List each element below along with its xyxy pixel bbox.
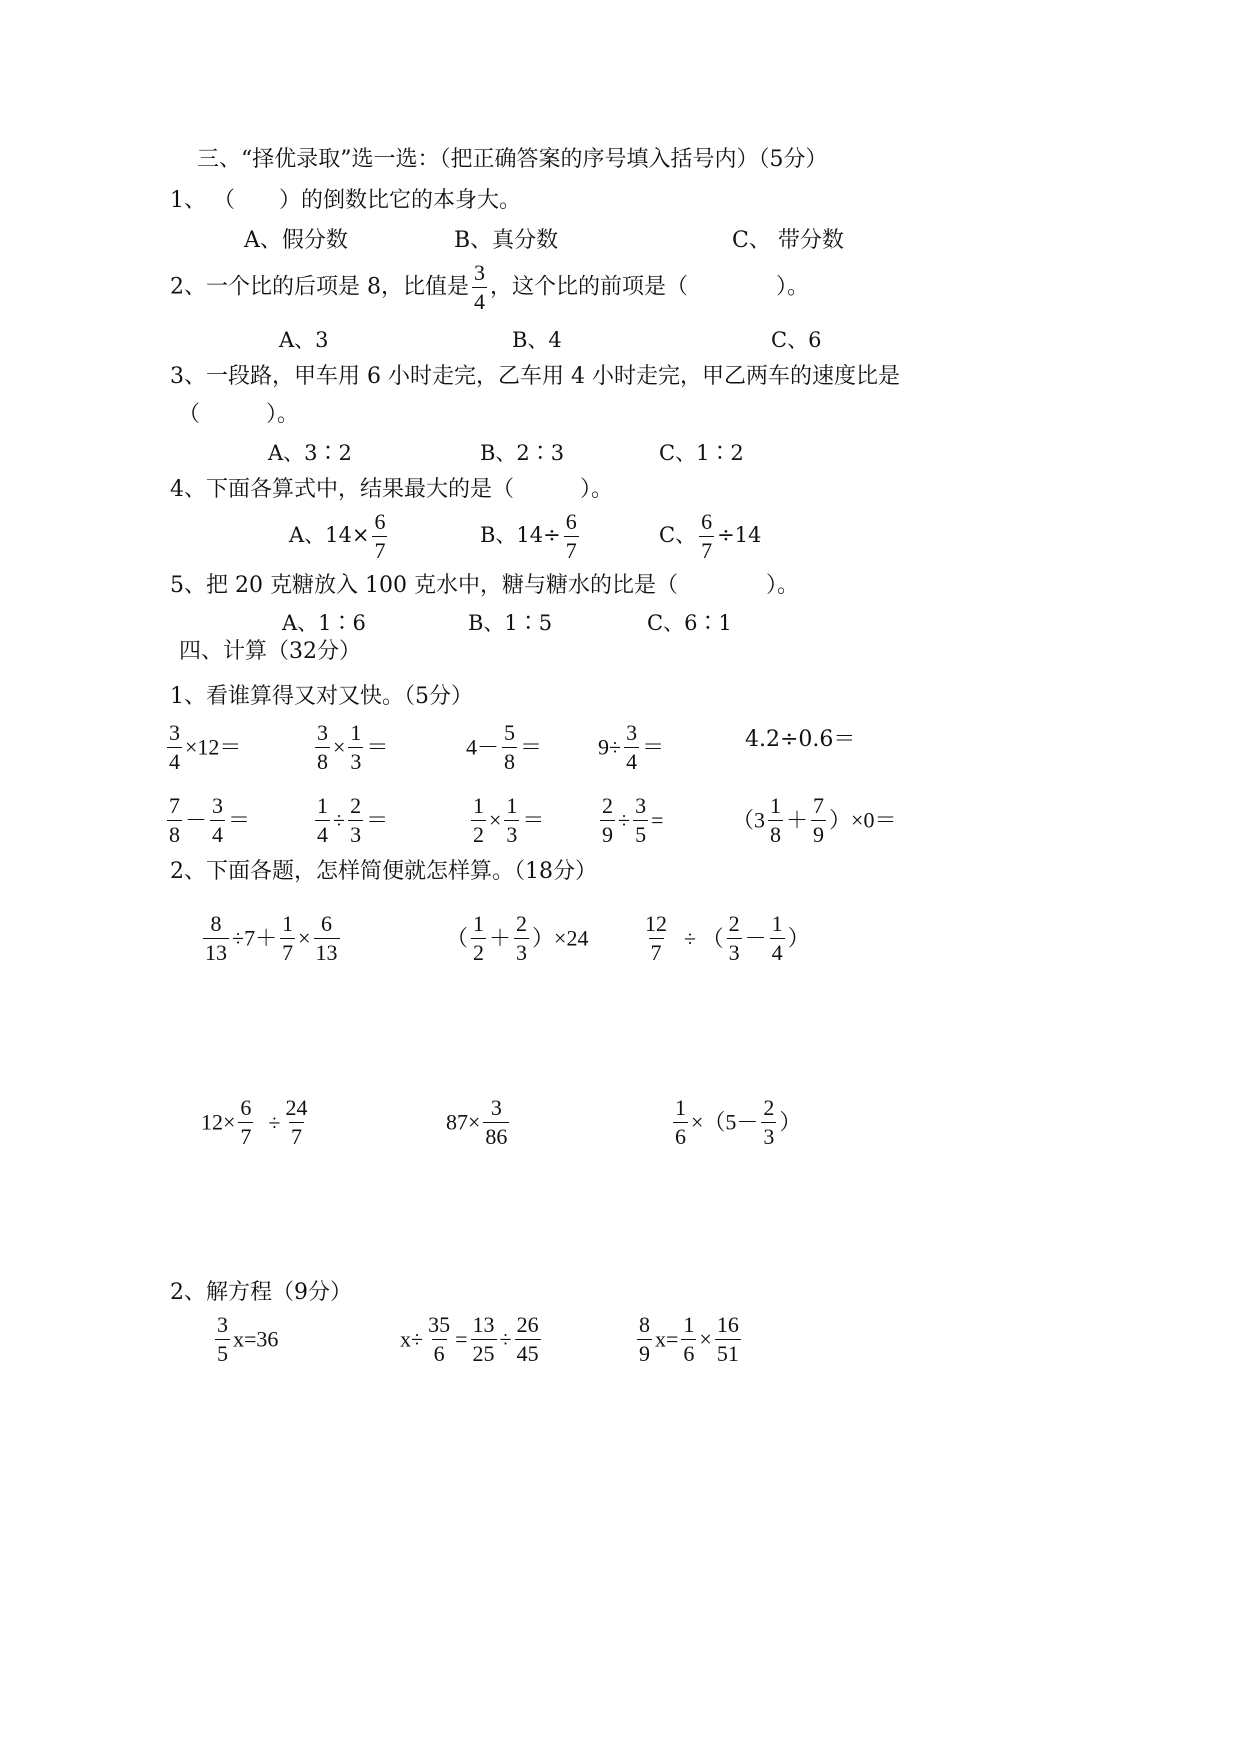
expr-tail: = xyxy=(651,807,664,833)
fraction xyxy=(315,722,330,773)
denominator: 25 xyxy=(472,1341,495,1366)
calc-r2-e1 xyxy=(164,795,250,846)
denominator: 4 xyxy=(474,289,485,314)
fraction xyxy=(768,795,783,846)
fraction xyxy=(504,795,519,846)
numerator: 12 xyxy=(645,911,667,936)
fraction xyxy=(280,913,295,964)
denominator: 5 xyxy=(635,822,647,847)
fraction xyxy=(314,913,340,964)
fraction xyxy=(770,913,785,964)
numerator: 2 xyxy=(350,793,362,818)
q1-option-c: C、 带分数 xyxy=(732,228,844,253)
q4-option-c xyxy=(659,511,761,562)
q4-a-fraction xyxy=(372,511,387,562)
calc-r2-e3 xyxy=(468,795,544,846)
numerator: 6 xyxy=(701,509,713,534)
expr-tail: ＝ xyxy=(642,734,665,760)
numerator: 3 xyxy=(635,793,647,818)
expr-head: 87× xyxy=(446,1109,481,1135)
denominator: 8 xyxy=(317,749,328,774)
denominator: 3 xyxy=(350,822,362,847)
expr-tail: ） xyxy=(779,1109,802,1135)
denominator: 7 xyxy=(291,1124,302,1149)
expr-tail: ）×24 xyxy=(532,925,589,951)
part2-title: 2、下面各题，怎样简便就怎样算。（18分） xyxy=(170,859,597,884)
denominator: 13 xyxy=(315,940,338,965)
denominator: 4 xyxy=(169,749,180,774)
numerator: 6 xyxy=(374,509,386,534)
denominator: 4 xyxy=(212,822,224,847)
denominator: 7 xyxy=(374,538,386,563)
q4-c-fraction xyxy=(699,511,714,562)
fraction xyxy=(471,913,486,964)
calc-r1-e4 xyxy=(598,722,664,773)
denominator: 7 xyxy=(701,538,713,563)
fraction xyxy=(633,795,648,846)
q3-option-b: B、2∶3 xyxy=(480,441,565,465)
fraction xyxy=(514,913,529,964)
denominator: 4 xyxy=(771,940,783,965)
calc-r1-e1 xyxy=(164,722,241,773)
fraction xyxy=(167,795,182,846)
simplify-e3 xyxy=(640,913,810,964)
calc-r1-e3 xyxy=(466,722,542,773)
denominator: 9 xyxy=(639,1341,650,1366)
q2-line xyxy=(170,262,809,313)
fraction xyxy=(681,1314,696,1365)
equation-1 xyxy=(212,1314,278,1365)
expr-tail: ＝ xyxy=(366,807,389,833)
operator: × xyxy=(699,1326,712,1352)
q2-option-b: B、4 xyxy=(512,328,562,352)
numerator: 1 xyxy=(675,1095,686,1120)
numerator: 26 xyxy=(516,1312,539,1337)
expr-head: 4－ xyxy=(466,734,500,760)
denominator: 3 xyxy=(728,940,740,965)
operator: = xyxy=(455,1326,468,1352)
numerator: 3 xyxy=(626,720,638,745)
calc-r2-e2 xyxy=(312,795,388,846)
operator: ＋ xyxy=(786,807,809,833)
expr-head: 12× xyxy=(201,1109,236,1135)
q4-a-pre: A、14× xyxy=(289,523,370,547)
fraction xyxy=(483,1097,509,1148)
numerator: 1 xyxy=(473,911,485,936)
q3-line2: （ ）。 xyxy=(178,402,300,427)
fraction xyxy=(348,722,363,773)
q3-option-c: C、1∶2 xyxy=(659,441,744,465)
calc-r2-e5 xyxy=(732,795,896,846)
section4-title: 四、计算（32分） xyxy=(179,639,361,664)
denominator: 2 xyxy=(473,822,484,847)
expr-head: 9÷ xyxy=(598,734,622,760)
numerator: 7 xyxy=(169,793,180,818)
expr-tail: ＝ xyxy=(520,734,543,760)
numerator: 1 xyxy=(282,911,294,936)
operator: ÷ （ xyxy=(684,925,724,951)
denominator: 9 xyxy=(602,822,613,847)
numerator: 5 xyxy=(504,720,516,745)
numerator: 1 xyxy=(683,1312,695,1337)
denominator: 2 xyxy=(473,940,485,965)
numerator: 13 xyxy=(472,1312,495,1337)
denominator: 3 xyxy=(350,749,362,774)
denominator: 8 xyxy=(504,749,516,774)
fraction xyxy=(471,1314,497,1365)
denominator: 6 xyxy=(683,1341,695,1366)
simplify-e2 xyxy=(446,913,588,964)
denominator: 7 xyxy=(240,1124,252,1149)
simplify-e5 xyxy=(446,1097,512,1148)
fraction xyxy=(673,1097,688,1148)
fraction xyxy=(167,722,182,773)
q4-c-pre: C、 xyxy=(659,523,697,547)
calc-r1-e2 xyxy=(312,722,388,773)
expr-tail: x=36 xyxy=(233,1326,279,1352)
fraction xyxy=(348,795,363,846)
denominator: 13 xyxy=(205,940,227,965)
denominator: 51 xyxy=(716,1341,739,1366)
operator: × xyxy=(333,734,346,760)
fraction xyxy=(761,1097,776,1148)
numerator: 6 xyxy=(240,1095,252,1120)
q4-b-fraction xyxy=(564,511,579,562)
denominator: 3 xyxy=(763,1124,775,1149)
expr-tail: ＝ xyxy=(366,734,389,760)
expr-head: （ xyxy=(446,925,469,951)
fraction xyxy=(426,1314,452,1365)
denominator: 9 xyxy=(813,822,825,847)
q4-option-b xyxy=(480,511,582,562)
q4-option-a xyxy=(289,511,390,562)
expr-tail: ＝ xyxy=(228,807,251,833)
fraction xyxy=(284,1097,310,1148)
operator: ×（5－ xyxy=(691,1109,759,1135)
denominator: 45 xyxy=(516,1341,539,1366)
q3-line1: 3、一段路，甲车用 6 小时走完，乙车用 4 小时走完，甲乙两车的速度比是 xyxy=(170,364,900,389)
denominator: 5 xyxy=(217,1341,228,1366)
numerator: 2 xyxy=(763,1095,775,1120)
fraction xyxy=(727,913,742,964)
operator: ÷ xyxy=(618,807,631,833)
fraction xyxy=(600,795,615,846)
q1-option-b: B、真分数 xyxy=(454,228,559,253)
operator: － xyxy=(744,925,767,951)
denominator: 7 xyxy=(650,940,662,965)
simplify-e4 xyxy=(201,1097,313,1148)
fraction xyxy=(238,1097,253,1148)
operator: × xyxy=(489,807,502,833)
fraction xyxy=(637,1314,652,1365)
q1-text: 1、 （ ）的倒数比它的本身大。 xyxy=(170,188,521,213)
denominator: 7 xyxy=(282,940,294,965)
denominator: 7 xyxy=(565,538,577,563)
fraction xyxy=(471,795,486,846)
fraction xyxy=(624,722,639,773)
numerator: 3 xyxy=(490,1095,502,1120)
numerator: 3 xyxy=(474,260,485,285)
q2-option-c: C、6 xyxy=(771,328,822,352)
numerator: 8 xyxy=(210,911,222,936)
q4-text: 4、下面各算式中，结果最大的是（ ）。 xyxy=(170,477,613,502)
operator: x= xyxy=(655,1326,679,1352)
q1-option-a: A、假分数 xyxy=(244,228,348,253)
denominator: 6 xyxy=(675,1124,686,1149)
calc-r2-e4 xyxy=(597,795,664,846)
q5-option-b: B、1∶5 xyxy=(468,611,553,635)
expr-tail: ×12＝ xyxy=(185,734,242,760)
fraction xyxy=(315,795,330,846)
simplify-e1 xyxy=(200,913,343,964)
operator: ÷ xyxy=(499,1326,512,1352)
part1-title: 1、看谁算得又对又快。（5分） xyxy=(170,684,473,709)
calc-r1-e5: 4.2÷0.6＝ xyxy=(745,727,856,752)
expr-head: （3 xyxy=(732,807,766,833)
numerator: 6 xyxy=(565,509,577,534)
q5-option-c: C、6∶1 xyxy=(647,611,732,635)
operator: ÷7＋ xyxy=(232,925,278,951)
fraction xyxy=(502,722,517,773)
numerator: 7 xyxy=(813,793,825,818)
numerator: 1 xyxy=(771,911,783,936)
fraction xyxy=(811,795,826,846)
numerator: 35 xyxy=(428,1312,451,1337)
q3-option-a: A、3∶2 xyxy=(268,441,352,465)
numerator: 2 xyxy=(728,911,740,936)
q5-text: 5、把 20 克糖放入 100 克水中，糖与糖水的比是（ ）。 xyxy=(170,573,799,598)
expr-tail: ＝ xyxy=(522,807,545,833)
numerator: 16 xyxy=(716,1312,739,1337)
denominator: 86 xyxy=(485,1124,508,1149)
denominator: 4 xyxy=(626,749,638,774)
denominator: 3 xyxy=(506,822,518,847)
equation-3 xyxy=(634,1314,744,1365)
numerator: 3 xyxy=(169,720,180,745)
denominator: 6 xyxy=(433,1341,445,1366)
expr-head: x÷ xyxy=(400,1326,424,1352)
numerator: 6 xyxy=(321,911,332,936)
q4-b-pre: B、14÷ xyxy=(480,523,561,547)
numerator: 1 xyxy=(770,793,782,818)
q2-text-post: ，这个比的前项是（ ）。 xyxy=(490,274,810,300)
fraction xyxy=(515,1314,541,1365)
numerator: 1 xyxy=(473,793,484,818)
q5-option-a: A、1∶6 xyxy=(282,611,366,635)
q2-option-a: A、3 xyxy=(279,328,329,352)
part3-title: 2、解方程（9分） xyxy=(170,1280,352,1305)
fraction xyxy=(203,913,229,964)
operator: ÷ xyxy=(333,807,346,833)
fraction xyxy=(210,795,225,846)
expr-tail: ） xyxy=(787,925,810,951)
numerator: 1 xyxy=(317,793,328,818)
equation-2 xyxy=(400,1314,544,1365)
numerator: 2 xyxy=(602,793,613,818)
numerator: 3 xyxy=(217,1312,228,1337)
numerator: 1 xyxy=(506,793,518,818)
numerator: 3 xyxy=(212,793,224,818)
numerator: 1 xyxy=(350,720,362,745)
simplify-e6 xyxy=(670,1097,801,1148)
section3-title: 三、“择优录取”选一选：（把正确答案的序号填入括号内）（5分） xyxy=(197,147,828,172)
numerator: 8 xyxy=(639,1312,650,1337)
numerator: 3 xyxy=(317,720,328,745)
fraction xyxy=(215,1314,230,1365)
fraction xyxy=(643,913,669,964)
operator: － xyxy=(185,807,208,833)
denominator: 3 xyxy=(516,940,528,965)
q2-fraction xyxy=(472,262,487,313)
numerator: 24 xyxy=(285,1095,308,1120)
fraction xyxy=(715,1314,741,1365)
q4-c-post: ÷14 xyxy=(717,523,762,547)
operator: ÷ xyxy=(268,1109,281,1135)
denominator: 8 xyxy=(770,822,782,847)
numerator: 2 xyxy=(516,911,528,936)
denominator: 4 xyxy=(317,822,328,847)
denominator: 8 xyxy=(169,822,180,847)
q2-text-pre: 2、一个比的后项是 8，比值是 xyxy=(170,274,469,300)
operator: ＋ xyxy=(489,925,512,951)
operator: × xyxy=(298,925,311,951)
expr-tail: ）×0＝ xyxy=(829,807,897,833)
